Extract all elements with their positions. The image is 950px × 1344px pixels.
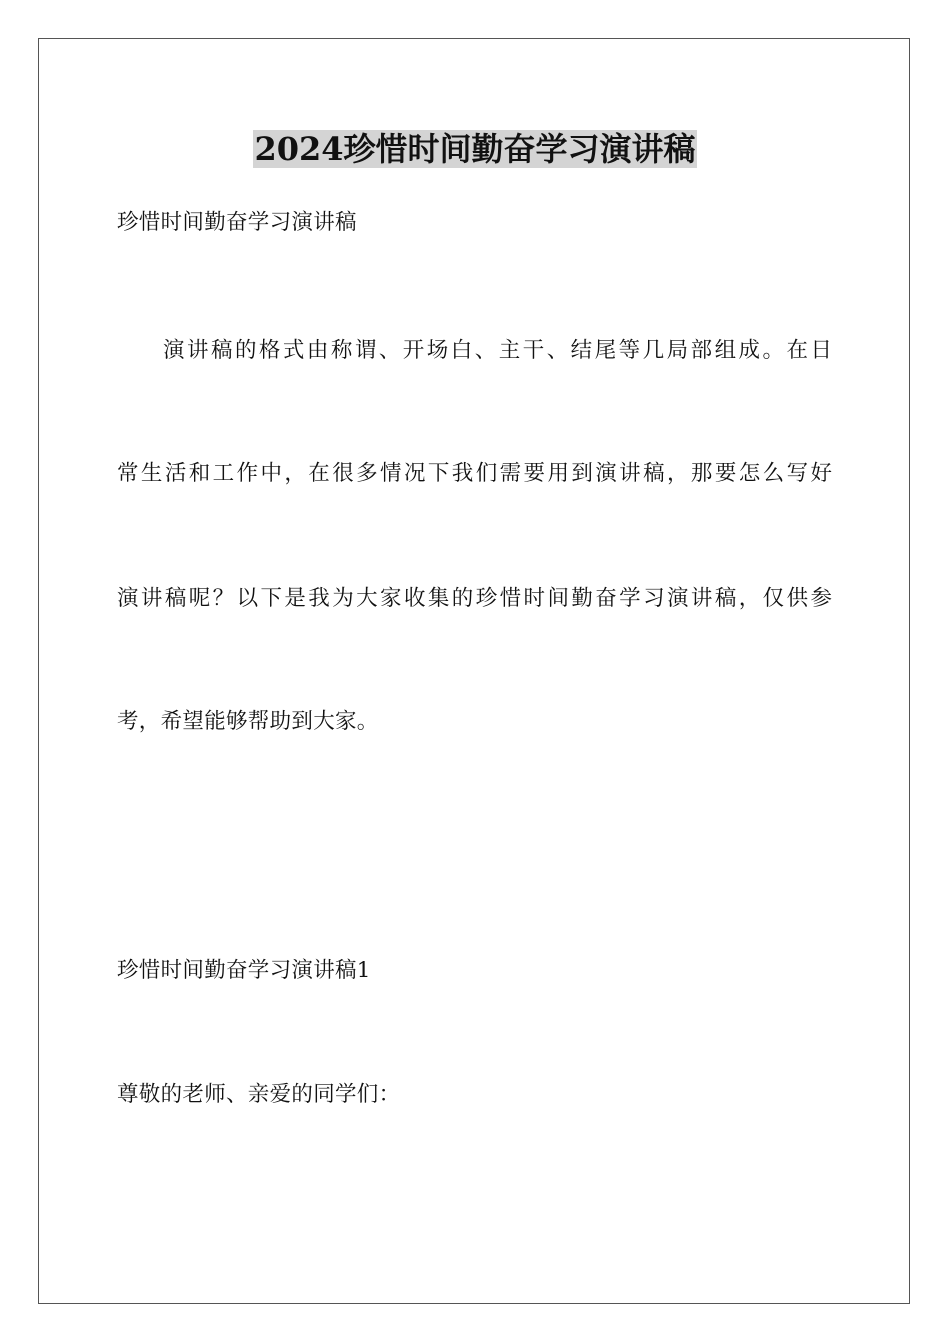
document-title-text: 2024珍惜时间勤奋学习演讲稿 bbox=[254, 130, 696, 168]
salutation: 尊敬的老师、亲爱的同学们： bbox=[117, 1082, 401, 1107]
intro-line-4: 考，希望能够帮助到大家。 bbox=[117, 709, 379, 734]
intro-line-3: 演讲稿呢？以下是我为大家收集的珍惜时间勤奋学习演讲稿，仅供参 bbox=[117, 586, 832, 611]
section-heading: 珍惜时间勤奋学习演讲稿1 bbox=[117, 958, 371, 983]
intro-line-1: 演讲稿的格式由称谓、开场白、主干、结尾等几局部组成。在日 bbox=[163, 338, 832, 363]
document-title bbox=[0, 128, 950, 170]
document-subtitle: 珍惜时间勤奋学习演讲稿 bbox=[117, 210, 357, 235]
intro-line-2: 常生活和工作中，在很多情况下我们需要用到演讲稿，那要怎么写好 bbox=[117, 461, 832, 486]
